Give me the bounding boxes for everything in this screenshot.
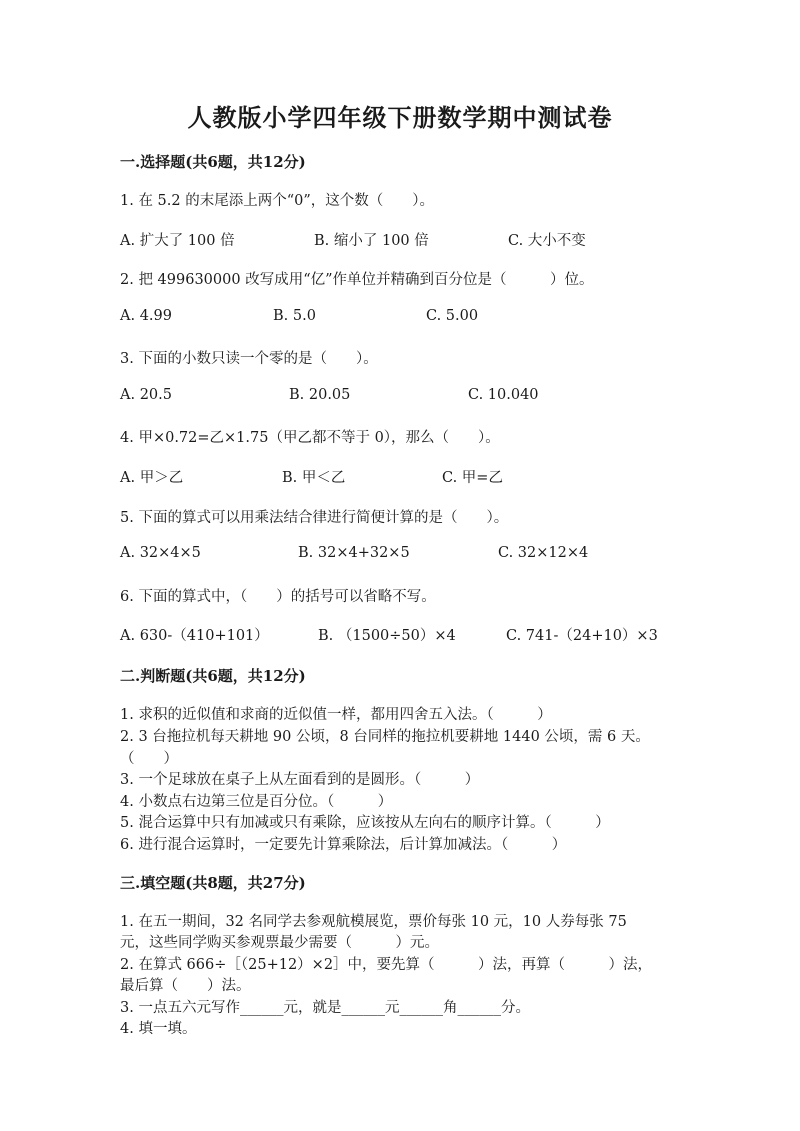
section-heading-fill: 三.填空题(共8题，共27分): [120, 874, 306, 892]
option-c: C. 741-（24+10）×3: [506, 628, 658, 644]
question-stem: 2. 把 499630000 改写成用“亿”作单位并精确到百分位是（ ）位。: [120, 272, 594, 288]
judge-line: 2. 3 台拖拉机每天耕地 90 公顷，8 台同样的拖拉机要耕地 1440 公顷，需 6 天。: [120, 729, 650, 745]
option-a: A. 20.5: [120, 387, 172, 403]
option-c: C. 5.00: [426, 308, 479, 324]
question-stem: 3. 下面的小数只读一个零的是（ ）。: [120, 351, 378, 367]
section-heading-judge: 二.判断题(共6题，共12分): [120, 667, 306, 685]
option-b: B. 32×4+32×5: [298, 545, 410, 561]
option-b: B. 缩小了 100 倍: [314, 233, 429, 249]
question-stem: 4. 甲×0.72=乙×1.75（甲乙都不等于 0），那么（ ）。: [120, 430, 500, 446]
fill-line: 元，这些同学购买参观票最少需要（ ）元。: [120, 935, 439, 951]
option-a: A. 32×4×5: [120, 545, 201, 561]
judge-line: 6. 进行混合运算时，一定要先计算乘除法，后计算加减法。（ ）: [120, 837, 567, 853]
judge-line: 4. 小数点右边第三位是百分位。（ ）: [120, 794, 393, 810]
page-title: 人教版小学四年级下册数学期中测试卷: [187, 103, 613, 132]
option-a: A. 扩大了 100 倍: [120, 233, 235, 249]
option-b: B. （1500÷50）×4: [318, 628, 456, 644]
option-c: C. 甲=乙: [442, 470, 503, 486]
fill-line: 1. 在五一期间，32 名同学去参观航模展览，票价每张 10 元，10 人券每张 75: [120, 914, 627, 930]
question-stem: 5. 下面的算式可以用乘法结合律进行简便计算的是（ ）。: [120, 510, 509, 526]
option-c: C. 32×12×4: [498, 545, 589, 561]
question-stem: 6. 下面的算式中，（ ）的括号可以省略不写。: [120, 589, 436, 605]
fill-line: 4. 填一填。: [120, 1021, 197, 1037]
option-a: A. 甲＞乙: [120, 470, 184, 486]
option-a: A. 630-（410+101）: [120, 628, 269, 644]
section-heading-choice: 一.选择题(共6题，共12分): [120, 153, 306, 171]
fill-line: 3. 一点五六元写作______元，就是______元______角______分。: [120, 1000, 530, 1016]
judge-line: 3. 一个足球放在桌子上从左面看到的是圆形。（ ）: [120, 772, 480, 788]
option-b: B. 甲＜乙: [282, 470, 346, 486]
judge-line: （ ）: [120, 751, 178, 767]
question-stem: 1. 在 5.2 的末尾添上两个“0”，这个数（ ）。: [120, 193, 435, 209]
option-c: C. 大小不变: [508, 233, 586, 249]
fill-line: 2. 在算式 666÷［（25+12）×2］中，要先算（ ）法，再算（ ）法，: [120, 957, 653, 973]
option-b: B. 5.0: [273, 308, 316, 324]
judge-line: 5. 混合运算中只有加减或只有乘除，应该按从左向右的顺序计算。（ ）: [120, 815, 610, 831]
option-b: B. 20.05: [289, 387, 351, 403]
option-a: A. 4.99: [120, 308, 172, 324]
option-c: C. 10.040: [468, 387, 539, 403]
judge-line: 1. 求积的近似值和求商的近似值一样，都用四舍五入法。（ ）: [120, 707, 552, 723]
fill-line: 最后算（ ）法。: [120, 978, 251, 994]
